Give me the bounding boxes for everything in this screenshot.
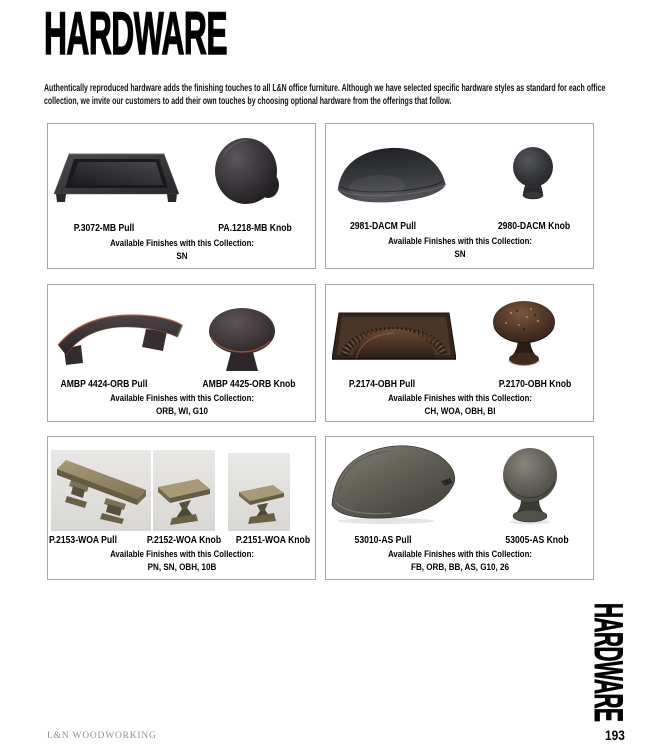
knob-image-p2151 <box>236 483 288 527</box>
knob-image-p2152 <box>154 477 214 527</box>
finishes-codes: SN <box>453 249 466 260</box>
finishes-heading: Available Finishes with this Collection: <box>387 549 532 560</box>
pull-image-ambp4424 <box>54 305 189 369</box>
finishes-heading: Available Finishes with this Collection: <box>109 238 254 249</box>
product-label: P.2151-WOA Knob <box>235 534 311 546</box>
product-label: P.2152-WOA Knob <box>146 534 222 546</box>
finishes-codes: SN <box>175 251 188 262</box>
finishes-heading: Available Finishes with this Collection: <box>387 393 532 404</box>
knob-image-53005 <box>498 445 562 525</box>
brand-wordmark: L&N WOODWORKING <box>47 731 157 741</box>
pull-image-p3072 <box>54 151 179 206</box>
knob-image-ambp4425 <box>206 305 278 373</box>
product-box-woa <box>47 436 316 580</box>
pull-image-p2174 <box>332 311 456 363</box>
pull-image-53010 <box>331 443 461 525</box>
knob-image-p2170 <box>491 299 557 371</box>
pull-image-2981 <box>334 146 449 208</box>
finishes-heading: Available Finishes with this Collection: <box>109 393 254 404</box>
finishes-heading: Available Finishes with this Collection: <box>387 236 532 247</box>
knob-image-pa1218 <box>213 136 283 208</box>
product-label: 2981-DACM Pull <box>349 220 417 232</box>
finishes-codes: PN, SN, OBH, 10B <box>147 562 216 573</box>
product-label: 2980-DACM Knob <box>497 220 571 232</box>
finishes-codes: ORB, WI, G10 <box>155 406 208 417</box>
finishes-codes: FB, ORB, BB, AS, G10, 26 <box>410 562 509 573</box>
intro-line-1: Authentically reproduced hardware adds the finishing touches to all L&N office furniture. Although we have selected specific hardware styles as standard for each office <box>44 83 606 94</box>
product-label: AMBP 4424-ORB Pull <box>60 378 148 390</box>
product-label: 53005-AS Knob <box>505 534 569 546</box>
page-number: 193 <box>605 727 625 743</box>
product-label: P.2174-OBH Pull <box>348 378 416 390</box>
product-box-as <box>325 436 594 580</box>
page-title: HARDWARE <box>44 0 228 67</box>
intro-line-2: collection, we invite our customers to add their own touches by choosing optional hardware from the offerings that follow. <box>44 95 452 107</box>
product-label: P.2170-OBH Knob <box>498 378 572 390</box>
pull-image-p2153 <box>56 453 151 525</box>
product-label: 53010-AS Pull <box>354 534 412 546</box>
product-label: AMBP 4425-ORB Knob <box>202 378 296 390</box>
product-box-dacm <box>325 123 594 269</box>
finishes-heading: Available Finishes with this Collection: <box>109 549 254 560</box>
intro-paragraph <box>44 83 605 108</box>
finishes-codes: CH, WOA, OBH, BI <box>424 406 495 417</box>
product-box-ambp-orb <box>47 284 316 422</box>
product-box-obh <box>325 284 594 422</box>
product-label: P.3072-MB Pull <box>73 222 135 234</box>
product-label: PA.1218-MB Knob <box>218 222 292 234</box>
product-box-mb <box>47 123 316 269</box>
side-page-title: HARDWARE <box>586 603 630 722</box>
product-label: P.2153-WOA Pull <box>49 534 117 546</box>
knob-image-2980 <box>509 146 557 204</box>
